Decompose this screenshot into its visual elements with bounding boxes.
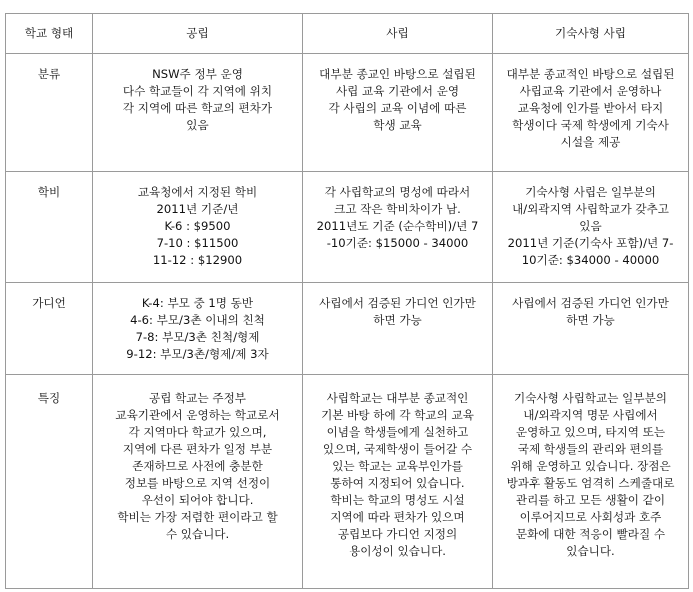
header-label: 공립 bbox=[186, 26, 209, 40]
features-boarding bbox=[493, 390, 688, 560]
cell-line: 기본 바탕 하에 각 학교의 교육 bbox=[321, 408, 474, 422]
header-private bbox=[303, 25, 492, 42]
grid-line bbox=[5, 13, 689, 14]
cell-line: 9-12: 부모/3촌/형제/제 3자 bbox=[126, 347, 269, 361]
cell-line: 학생 교육 bbox=[373, 118, 422, 132]
cell-line: 있는 학교는 교육부인가를 bbox=[332, 459, 463, 473]
features-private bbox=[303, 390, 492, 560]
cell-line: 10기준: $34000 - 40000 bbox=[521, 253, 660, 267]
cell-line: 각 지역에 따른 학교의 편차가 bbox=[122, 101, 273, 115]
classification-public bbox=[93, 66, 302, 134]
row-label: 학비 bbox=[37, 185, 61, 199]
school-comparison-table bbox=[5, 13, 689, 589]
cell-line: 사립에서 검증된 가디언 인가만 bbox=[319, 296, 476, 310]
cell-line: 4-6: 부모/3촌 이내의 친척 bbox=[130, 313, 265, 327]
cell-line: 2011년 기준(기숙사 포함)/년 7- bbox=[507, 236, 674, 250]
cell-line: 국제 학생들의 관리와 편의를 bbox=[517, 442, 664, 456]
cell-line: 학생이다 국제 학생에게 기숙사 bbox=[512, 118, 669, 132]
cell-line: 통하여 지정되어 있습니다. bbox=[330, 476, 465, 490]
cell-line: 각 지역마다 학교가 있으며, bbox=[128, 425, 267, 439]
row-label-tuition bbox=[6, 184, 92, 201]
cell-line: 시설을 제공 bbox=[560, 135, 621, 149]
cell-line: 있습니다. bbox=[566, 544, 615, 558]
row-label: 특징 bbox=[37, 391, 61, 405]
header-public bbox=[93, 25, 302, 42]
header-label: 학교 형태 bbox=[24, 26, 74, 40]
cell-line: 이념을 학생들에게 실천하고 bbox=[326, 425, 469, 439]
cell-line: 사립 교육 기관에서 운영 bbox=[335, 84, 460, 98]
cell-line: 문화에 대한 적응이 빨라질 수 bbox=[515, 527, 666, 541]
cell-line: 교육청에 인가를 받아서 타지 bbox=[517, 101, 664, 115]
cell-line: 2011년도 기준 (순수학비)/년 7 bbox=[316, 219, 479, 233]
header-boarding bbox=[493, 25, 688, 42]
cell-line: 공립 학교는 주정부 bbox=[149, 391, 246, 405]
cell-line: 방과후 활동도 엄격히 스케줄대로 bbox=[506, 476, 675, 490]
cell-line: 수 있습니다. bbox=[165, 527, 230, 541]
cell-line: 위해 운영하고 있습니다. 장점은 bbox=[510, 459, 671, 473]
classification-boarding bbox=[493, 66, 688, 151]
header-label: 사립 bbox=[386, 26, 409, 40]
cell-line: NSW주 정부 운영 bbox=[152, 67, 243, 81]
cell-line: 사립교육 기관에서 운영하나 bbox=[519, 84, 662, 98]
cell-line: 내/외곽지역 사립학교가 갖추고 bbox=[512, 202, 669, 216]
cell-line: 있음 bbox=[186, 118, 209, 132]
cell-line: 크고 작은 학비차이가 남. bbox=[334, 202, 461, 216]
cell-line: 대부분 종교적인 바탕으로 설립된 bbox=[506, 67, 675, 81]
cell-line: 학비는 가장 저렴한 편이라고 할 bbox=[117, 510, 278, 524]
cell-line: 교육청에서 지정된 학비 bbox=[137, 185, 258, 199]
grid-line bbox=[5, 588, 689, 589]
cell-line: K-4: 부모 중 1명 동반 bbox=[141, 296, 254, 310]
cell-line: 하면 가능 bbox=[373, 313, 422, 327]
cell-line: 대부분 종교인 바탕으로 설립된 bbox=[319, 67, 476, 81]
cell-line: 있음 bbox=[579, 219, 602, 233]
cell-line: 이루어지므로 사회성과 호주 bbox=[519, 510, 662, 524]
grid-line bbox=[5, 53, 689, 54]
row-label: 가디언 bbox=[32, 296, 66, 310]
grid-line bbox=[5, 374, 689, 375]
cell-line: 사립학교는 대부분 종교적인 bbox=[326, 391, 469, 405]
cell-line: 학비는 학교의 명성도 시설 bbox=[330, 493, 465, 507]
cell-line: 지역에 다른 편차가 일정 부분 bbox=[122, 442, 273, 456]
grid-line bbox=[688, 13, 689, 589]
header-school-type bbox=[6, 25, 92, 42]
cell-line: 교육기관에서 운영하는 학교로서 bbox=[115, 408, 280, 422]
cell-line: 정보를 바탕으로 지역 선정이 bbox=[124, 476, 271, 490]
header-label: 기숙사형 사립 bbox=[555, 26, 626, 40]
row-label-classification bbox=[6, 66, 92, 83]
features-public bbox=[93, 390, 302, 543]
cell-line: 7-10 : $11500 bbox=[156, 236, 239, 250]
cell-line: 내/외곽지역 명문 사립에서 bbox=[523, 408, 658, 422]
cell-line: -10기준: $15000 - 34000 bbox=[326, 236, 469, 250]
cell-line: 우선이 되어야 합니다. bbox=[141, 493, 254, 507]
grid-line bbox=[5, 282, 689, 283]
classification-private bbox=[303, 66, 492, 134]
row-label-guardian bbox=[6, 295, 92, 312]
cell-line: 사립에서 검증된 가디언 인가만 bbox=[512, 296, 669, 310]
cell-line: 기숙사형 사립은 일부분의 bbox=[525, 185, 656, 199]
cell-line: K-6 : $9500 bbox=[164, 219, 231, 233]
cell-line: 각 사립의 교육 이념에 따른 bbox=[328, 101, 467, 115]
cell-line: 2011년 기준/년 bbox=[156, 202, 239, 216]
tuition-public bbox=[93, 184, 302, 269]
tuition-private bbox=[303, 184, 492, 252]
cell-line: 하면 가능 bbox=[566, 313, 615, 327]
tuition-boarding bbox=[493, 184, 688, 269]
row-label: 분류 bbox=[37, 67, 61, 81]
row-label-features bbox=[6, 390, 92, 407]
cell-line: 용이성이 있습니다. bbox=[349, 544, 446, 558]
cell-line: 지역에 따라 편차가 있으며 bbox=[330, 510, 465, 524]
cell-line: 11-12 : $12900 bbox=[152, 253, 243, 267]
cell-line: 운영하고 있으며, 타지역 또는 bbox=[515, 425, 666, 439]
guardian-private bbox=[303, 295, 492, 329]
cell-line: 있으며, 국제학생이 들어갈 수 bbox=[322, 442, 473, 456]
cell-line: 기숙사형 사립학교는 일부분의 bbox=[514, 391, 667, 405]
cell-line: 관리를 하고 모든 생활이 같이 bbox=[515, 493, 666, 507]
cell-line: 각 사립학교의 명성에 따라서 bbox=[324, 185, 471, 199]
guardian-public bbox=[93, 295, 302, 363]
grid-line bbox=[5, 171, 689, 172]
guardian-boarding bbox=[493, 295, 688, 329]
cell-line: 7-8: 부모/3촌 친척/형제 bbox=[135, 330, 260, 344]
cell-line: 존재하므로 사전에 충분한 bbox=[132, 459, 263, 473]
cell-line: 공립보다 가디언 지정의 bbox=[337, 527, 458, 541]
cell-line: 다수 학교들이 각 지역에 위치 bbox=[122, 84, 273, 98]
